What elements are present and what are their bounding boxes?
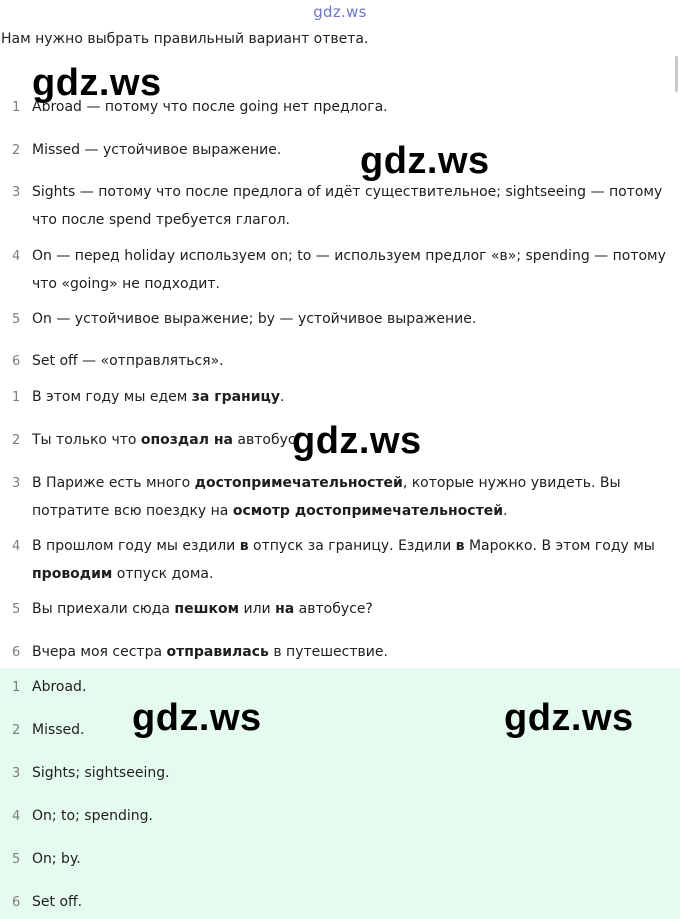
text-fragment: отпуск за границу. Ездили bbox=[248, 538, 456, 554]
highlighted-phrase: достопримечательностей bbox=[194, 475, 403, 491]
list-item-number: 3 bbox=[12, 766, 21, 781]
list-item-number: 4 bbox=[12, 249, 21, 264]
list-item-number: 4 bbox=[12, 539, 21, 554]
text-fragment: автобус. bbox=[232, 432, 301, 448]
highlighted-phrase: осмотр достопримечательностей bbox=[232, 503, 503, 519]
highlighted-phrase: отправилась bbox=[166, 644, 269, 660]
list-item-number: 4 bbox=[12, 809, 21, 824]
text-fragment: автобусе? bbox=[294, 601, 373, 617]
list-item-text bbox=[32, 595, 672, 623]
list-item-text: Sights — потому что после предлога of идёт существительное; sightseeing — потому что после spend требуется глагол. bbox=[32, 184, 663, 228]
text-fragment: . bbox=[280, 389, 285, 405]
list-item-number: 2 bbox=[12, 723, 21, 738]
list-item-text: On — перед holiday используем on; to — используем предлог «в»; spending — потому что «going» не подходит. bbox=[32, 248, 666, 292]
list-item-number: 3 bbox=[12, 185, 21, 200]
watermark: gdz.ws bbox=[504, 697, 634, 739]
watermark: gdz.ws bbox=[32, 62, 162, 104]
list-item-text bbox=[32, 532, 672, 588]
text-fragment: Вчера моя сестра bbox=[32, 644, 167, 660]
list-item-text: On — устойчивое выражение; by — устойчивое выражение. bbox=[32, 311, 477, 327]
text-fragment: отпуск дома. bbox=[112, 566, 214, 582]
highlighted-phrase: на bbox=[275, 601, 295, 617]
list-item-text: Set off. bbox=[32, 894, 83, 910]
list-item-text bbox=[32, 638, 672, 666]
watermark: gdz.ws bbox=[360, 140, 490, 182]
text-fragment: , которые нужно увидеть. Вы потратите всю поездку на bbox=[32, 475, 621, 519]
list-item-number: 5 bbox=[12, 852, 21, 867]
text-fragment: в путешествие. bbox=[268, 644, 388, 660]
highlighted-phrase: опоздал на bbox=[140, 432, 233, 448]
list-item-text: On; to; spending. bbox=[32, 808, 153, 824]
list-item-number: 5 bbox=[12, 312, 21, 327]
list-item-number: 5 bbox=[12, 602, 21, 617]
list-item-number: 1 bbox=[12, 100, 21, 115]
intro-text: Нам нужно выбрать правильный вариант ответа. bbox=[1, 31, 369, 47]
list-item-text: Sights; sightseeing. bbox=[32, 765, 170, 781]
text-fragment: Ты только что bbox=[32, 432, 141, 448]
list-item-text: Abroad. bbox=[32, 679, 87, 695]
text-fragment: Вы приехали сюда bbox=[32, 601, 175, 617]
list-item-text: Missed. bbox=[32, 722, 85, 738]
list-item-number: 6 bbox=[12, 895, 21, 910]
watermark: gdz.ws bbox=[292, 420, 422, 462]
list-item-number: 3 bbox=[12, 476, 21, 491]
highlighted-phrase: в bbox=[239, 538, 249, 554]
highlighted-phrase: в bbox=[455, 538, 465, 554]
list-item-text: Set off — «отправляться». bbox=[32, 353, 224, 369]
scrollbar[interactable] bbox=[675, 56, 678, 92]
list-item-number: 2 bbox=[12, 143, 21, 158]
site-header-link[interactable]: gdz.ws bbox=[313, 3, 367, 21]
highlighted-phrase: пешком bbox=[174, 601, 240, 617]
text-fragment: В прошлом году мы ездили bbox=[32, 538, 240, 554]
list-item-number: 2 bbox=[12, 433, 21, 448]
watermark: gdz.ws bbox=[132, 697, 262, 739]
list-item-number: 6 bbox=[12, 354, 21, 369]
text-fragment: В этом году мы едем bbox=[32, 389, 192, 405]
list-item-text: On; by. bbox=[32, 851, 81, 867]
highlighted-phrase: проводим bbox=[32, 566, 113, 582]
text-fragment: В Париже есть много bbox=[32, 475, 195, 491]
list-item-text: Missed — устойчивое выражение. bbox=[32, 142, 282, 158]
list-item-text bbox=[32, 383, 672, 411]
list-item-text bbox=[32, 469, 672, 525]
list-item-text: Abroad — потому что после going нет предлога. bbox=[32, 99, 388, 115]
highlighted-phrase: за границу bbox=[191, 389, 281, 405]
text-fragment: . bbox=[503, 503, 508, 519]
text-fragment: или bbox=[239, 601, 276, 617]
text-fragment: Марокко. В этом году мы bbox=[464, 538, 655, 554]
list-item-number: 6 bbox=[12, 645, 21, 660]
list-item-number: 1 bbox=[12, 680, 21, 695]
list-item-number: 1 bbox=[12, 390, 21, 405]
